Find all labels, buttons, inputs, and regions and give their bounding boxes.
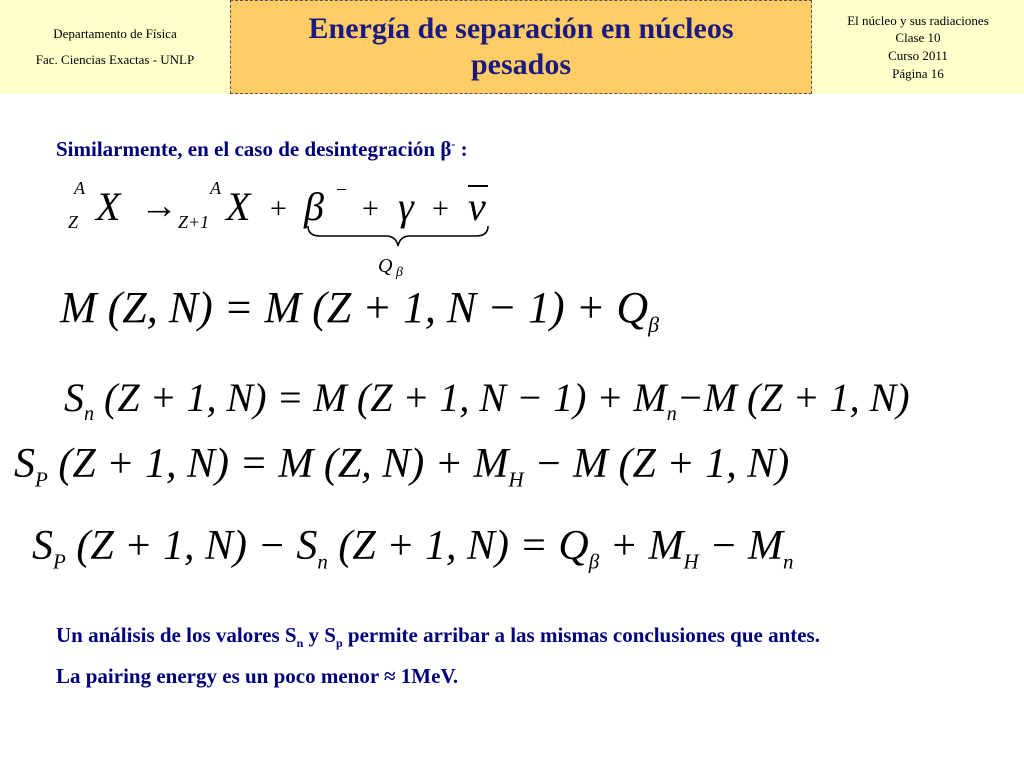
eq4-part1: S [32,523,53,569]
course-year-label: Curso 2011 [888,48,948,63]
q-beta-subscript: β [396,265,403,280]
parent-nucleus-symbol: X [96,184,121,229]
header-right-panel [812,0,1024,94]
eq4-sub5: n [783,549,794,574]
eq4-part5: − M [698,523,784,569]
beta-particle-symbol: β [304,184,324,229]
mass-number-left: A [74,178,85,198]
course-topic-label: El núcleo y sus radiaciones [847,12,989,28]
eq4-part2: (Z + 1, N) − S [65,523,318,569]
eq3-part3: − M (Z + 1, N) [523,441,790,487]
eq3-part2: (Z + 1, N) = M (Z, N) + M [47,441,509,487]
eq3-part1: S [14,441,35,487]
mass-relation-equation [60,282,659,338]
charge-number-right: Z+1 [178,212,210,232]
page-number-label: Página 16 [892,65,944,81]
beta-charge: − [336,179,348,201]
gamma-symbol: γ [398,184,414,229]
eq4-sub1: P [53,549,66,574]
eq1-main: M (Z, N) = M (Z + 1, N − 1) + Q [60,283,649,332]
reaction-arrow: → [140,185,178,227]
eq4-sub2: n [317,549,328,574]
antineutrino-symbol: ν [468,184,486,229]
separation-difference-equation [32,522,794,574]
eq4-sub4: H [683,549,699,574]
eq4-part4: + M [599,523,684,569]
charge-number-left: Z [68,212,79,232]
mass-number-right: A [210,178,221,198]
sn-subscript: n [296,636,304,651]
daughter-nucleus-symbol: X [226,184,251,229]
faculty-label: Fac. Ciencias Exactas - UNLP [35,52,195,67]
eq2-part1: S [64,375,84,420]
intro-text [56,137,468,162]
class-number-label: Clase 10 [895,30,941,46]
eq3-sub1: P [35,467,48,492]
conclusion-line2: La pairing energy es un poco menor ≈ 1MeV. [56,664,459,689]
eq1-subscript: β [648,311,660,337]
eq3-sub2: H [508,467,524,492]
intro-superscript: - [451,137,456,151]
proton-separation-equation [14,440,789,492]
underbrace [308,226,488,246]
eq4-part3: (Z + 1, N) = Q [327,523,589,569]
intro-main: Similarmente, en el caso de desintegración β [56,137,452,161]
conclusion-line1 [56,619,1021,660]
eq2-sub2: n [666,403,677,425]
beta-decay-reaction [60,168,540,288]
header-title-panel [230,0,812,94]
eq2-sub1: n [84,403,94,425]
sp-subscript: p [335,636,343,651]
department-label: Departamento de Física [53,26,177,42]
header-left-panel [0,0,230,94]
eq2-part2: (Z + 1, N) = M (Z + 1, N − 1) + M [94,375,667,420]
conclusion-line1-b: y S [303,623,336,647]
conclusion-text [56,619,1021,693]
conclusion-line1-c: permite arribar a las mismas conclusiones que antes. [342,623,820,647]
conclusion-line1-a: Un análisis de los valores S [56,623,297,647]
eq2-part3: −M (Z + 1, N) [676,375,910,420]
eq4-sub3: β [588,549,600,574]
plus-sign-1: + [270,192,287,225]
slide-title: Energía de separación en núcleos pesados [308,12,734,81]
neutron-separation-equation [64,374,910,426]
plus-sign-3: + [432,192,449,225]
intro-suffix: : [455,137,468,161]
plus-sign-2: + [362,192,379,225]
q-beta-symbol: Q [378,255,393,277]
